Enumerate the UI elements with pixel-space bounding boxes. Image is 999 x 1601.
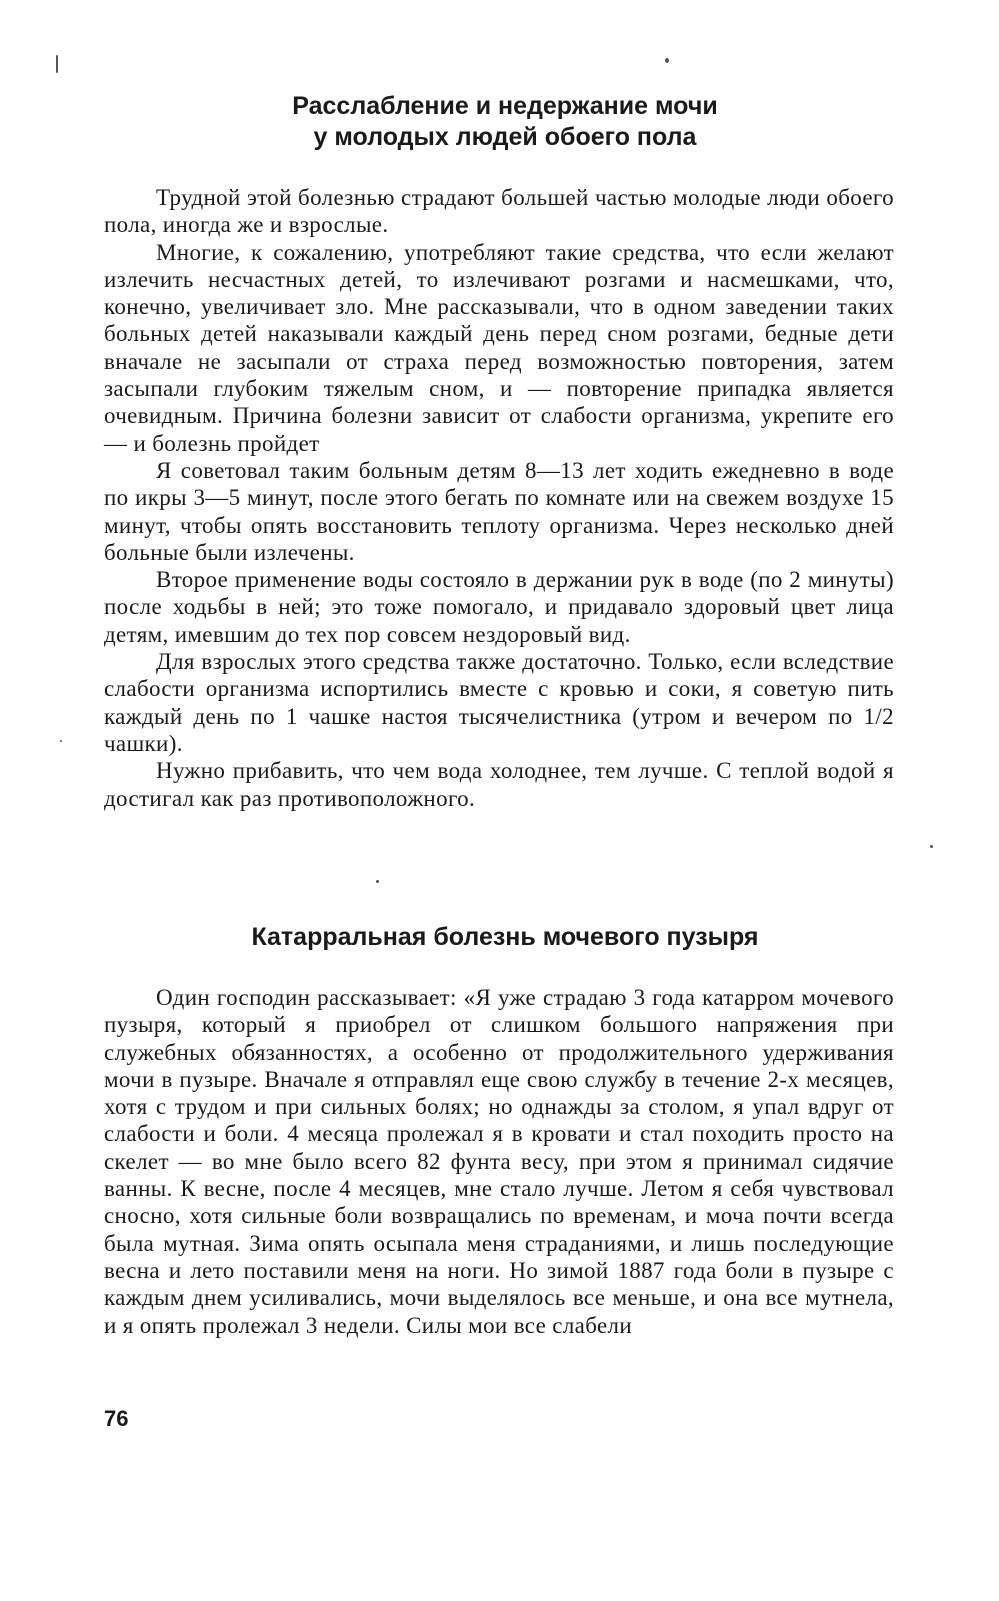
- section-body-enuresis: [104, 184, 894, 812]
- section-body-bladder-catarrh: [104, 984, 894, 1339]
- section-title-bladder-catarrh: Катарральная болезнь мочевого пузыря: [251, 923, 759, 951]
- scan-speck: [665, 58, 669, 63]
- paragraph: Трудной этой болезнью страдают большей частью молодые люди обоего пола, иногда же и взрослые.: [104, 185, 894, 238]
- section-title-line-2: у молодых людей обоего пола: [313, 123, 697, 151]
- paragraph: Для взрослых этого средства также достаточно. Только, если вследствие слабости организма испортились вместе с кровью и соки, я советую пить каждый день по 1 чашке настоя тысячелистника (утром и вечером по 1/2 чашки).: [104, 649, 894, 756]
- scan-speck: [376, 880, 379, 883]
- section-title-line-1: Расслабление и недержание мочи: [292, 92, 718, 120]
- paragraph: Нужно прибавить, что чем вода холоднее, тем лучше. С теплой водой я достигал как раз противоположного.: [104, 758, 894, 811]
- paragraph: Многие, к сожалению, употребляют такие средства, что если желают излечить несчастных детей, то излечивают розгами и насмешками, что, конечно, увеличивает зло. Мне рассказывали, что в одном заведении таких больных детей наказывали каждый день перед сном розгами, бедные дети вначале не засыпали от страха перед возможностью повторения, затем засыпали глубоким тяжелым сном, и — повторение припадка является очевидным. Причина болезни зависит от слабости организма, укрепите его — и болезнь пройдет: [104, 239, 894, 456]
- page-number: 76: [104, 1406, 129, 1431]
- paragraph: Я советовал таким больным детям 8—13 лет ходить ежедневно в воде по икры 3—5 минут, после этого бегать по комнате или на свежем воздухе 15 минут, чтобы опять восстановить теплоту организма. Через несколько дней больные были излечены.: [104, 457, 894, 565]
- section-title-enuresis: [100, 91, 910, 153]
- paragraph: Второе применение воды состояло в держании рук в воде (по 2 минуты) после ходьбы в ней; это тоже помогало, и придавало здоровый цвет лица детям, имевшим до тех пор совсем нездоровый вид.: [104, 567, 894, 647]
- scan-speck: [60, 740, 62, 742]
- scan-speck: [930, 845, 933, 848]
- paragraph: Один господин рассказывает: «Я уже страдаю 3 года катарром мочевого пузыря, который я приобрел от слишком большого напряжения при служебных обязанностях, а особенно от продолжительного удерживания мочи в пузыре. Вначале я отправлял еще свою службу в течение 2-х месяцев, хотя с трудом и при сильных болях; но однажды за столом, я упал вдруг от слабости и боли. 4 месяца пролежал я в кровати и стал походить просто на скелет — во мне было всего 82 фунта весу, при этом я принимал сидячие ванны. К весне, после 4 месяцев, мне стало лучше. Летом я себя чувствовал сносно, хотя сильные боли возвращались по временам, и моча почти всегда была мутная. Зима опять осыпала меня страданиями, и лишь последующие весна и лето поставили меня на ноги. Но зимой 1887 года боли в пузыре с каждым днем усиливались, мочи выделялось все меньше, и она все мутнела, и я опять пролежал 3 недели. Силы мои все слабели: [104, 985, 894, 1338]
- scan-speck: [56, 55, 58, 73]
